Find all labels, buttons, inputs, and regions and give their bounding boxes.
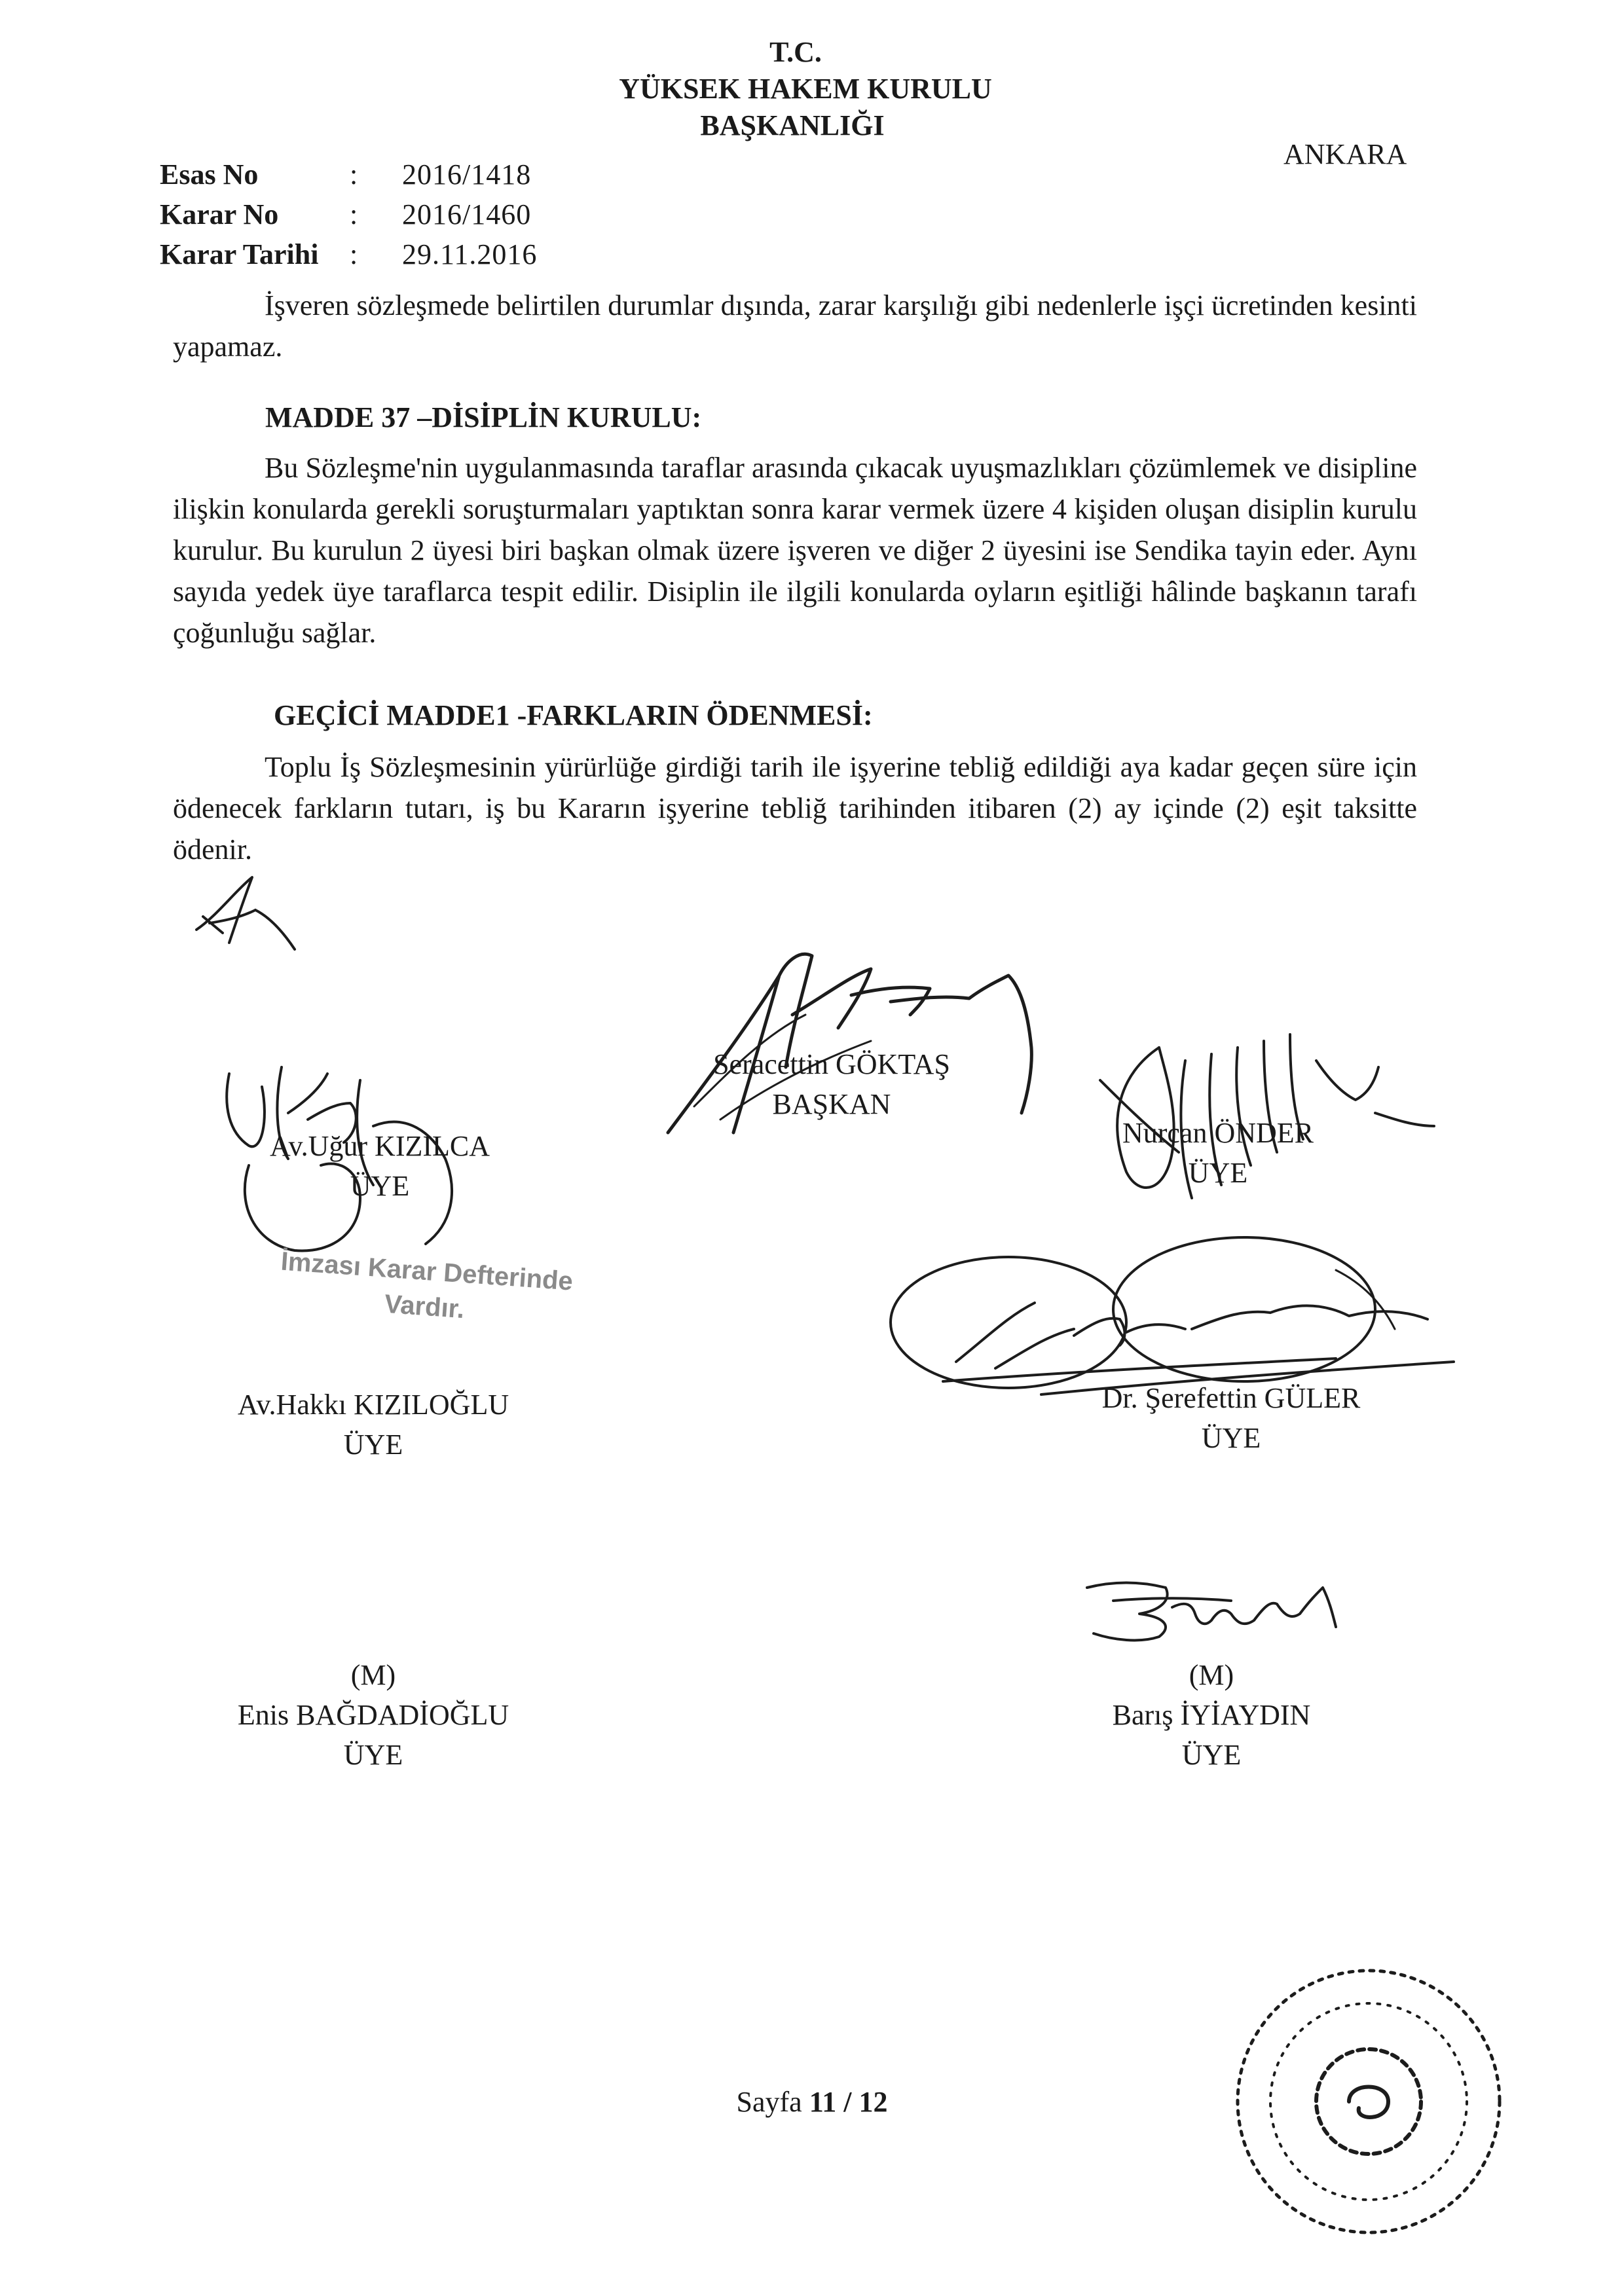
heading-madde-37: MADDE 37 –DİSİPLİN KURULU: <box>265 401 702 433</box>
meta-value: 2016/1418 <box>402 158 532 191</box>
signatory-name: Av.Hakkı KIZILOĞLU <box>237 1389 509 1421</box>
paragraph-deduction: İşveren sözleşmede belirtilen durumlar dışında, zarar karşılığı gibi nedenlerle işçi ücretinden kesinti yapamaz. <box>173 289 1417 363</box>
signatory-iyiaydin <box>1061 1655 1362 1775</box>
signatory-kiziloglu <box>203 1385 544 1465</box>
signatory-role: ÜYE <box>1201 1422 1261 1454</box>
dissent-mark: (M) <box>350 1659 396 1691</box>
signatory-kizilca <box>216 1126 544 1206</box>
iyiaydin-signature <box>1074 1561 1362 1653</box>
case-metadata <box>160 155 537 274</box>
heading-gecici-madde: GEÇİCİ MADDE1 -FARKLARIN ÖDENMESİ: <box>274 699 873 731</box>
signatory-onder <box>1100 1113 1336 1193</box>
signatory-name: Nurcan ÖNDER <box>1122 1117 1314 1149</box>
signatory-role: ÜYE <box>350 1170 410 1202</box>
official-seal-stamp <box>1231 1951 1506 2252</box>
page-label: Sayfa <box>736 2086 802 2118</box>
signatory-guler <box>1048 1378 1414 1458</box>
meta-label: Esas No <box>160 158 259 191</box>
meta-value: 2016/1460 <box>402 198 532 230</box>
signatory-role: BAŞKAN <box>772 1088 891 1120</box>
header-line2: YÜKSEK HAKEM KURULU <box>619 73 992 105</box>
header-line1: T.C. <box>769 36 822 68</box>
signatory-role: ÜYE <box>343 1739 403 1771</box>
dissent-mark: (M) <box>1189 1659 1234 1691</box>
initial-mark-signature <box>190 871 308 956</box>
signatory-name: Seracettin GÖKTAŞ <box>713 1048 950 1080</box>
stamp-line2: Vardır. <box>383 1289 466 1324</box>
signatory-role: ÜYE <box>1188 1157 1248 1189</box>
meta-separator: : <box>350 238 358 270</box>
guler-signature <box>877 1231 1532 1401</box>
signatory-name: Enis BAĞDADİOĞLU <box>237 1699 509 1731</box>
meta-row-karar <box>160 194 537 234</box>
signatory-name: Barış İYİAYDIN <box>1112 1699 1311 1731</box>
city-label: ANKARA <box>1283 138 1407 170</box>
signatory-name: Av.Uğur KIZILCA <box>269 1130 490 1162</box>
signature-on-record-stamp <box>253 1242 598 1336</box>
signatory-role: ÜYE <box>1181 1739 1242 1771</box>
paragraph-disiplin: Bu Sözleşme'nin uygulanmasında taraflar arasında çıkacak uyuşmazlıkları çözümlemek ve disipline ilişkin konularda gerekli soruşturmaları yaptıktan sonra karar vermek üzere 4 kişiden oluşan disiplin kurulu kurulur. Bu kurulun 2 üyesi biri başkan olmak üzere işveren ve diğer 2 üyesini ise Sendika tayin eder. Aynı sayıda yedek üye taraflarca tespit edilir. Disiplin ile ilgili konularda oyların eşitliği hâlinde başkanın tarafı çoğunluğu sağlar. <box>173 452 1417 649</box>
meta-label: Karar Tarihi <box>160 238 319 270</box>
meta-separator: : <box>350 158 358 191</box>
page-footer <box>681 2085 943 2119</box>
paragraph-farklar: Toplu İş Sözleşmesinin yürürlüğe girdiği tarih ile işyerine tebliğ edildiği aya kadar geçen süre için ödenecek farkların tutarı, iş bu Kararın işyerine tebliğ tarihinden itibaren (2) ay içinde (2) eşit taksitte ödenir. <box>173 751 1417 866</box>
signatory-goktas <box>707 1044 956 1124</box>
signatory-name: Dr. Şerefettin GÜLER <box>1101 1382 1361 1414</box>
header-line3: BAŞKANLIĞI <box>700 109 885 141</box>
signatory-bagdadioglu <box>203 1655 544 1775</box>
meta-value: 29.11.2016 <box>402 238 538 270</box>
page-number: 11 / 12 <box>809 2086 888 2118</box>
meta-separator: : <box>350 198 358 230</box>
meta-label: Karar No <box>160 198 279 230</box>
meta-row-esas <box>160 155 537 194</box>
signatory-role: ÜYE <box>343 1429 403 1461</box>
stamp-line1: İmzası Karar Defterinde <box>280 1247 574 1296</box>
meta-row-tarih <box>160 234 537 274</box>
